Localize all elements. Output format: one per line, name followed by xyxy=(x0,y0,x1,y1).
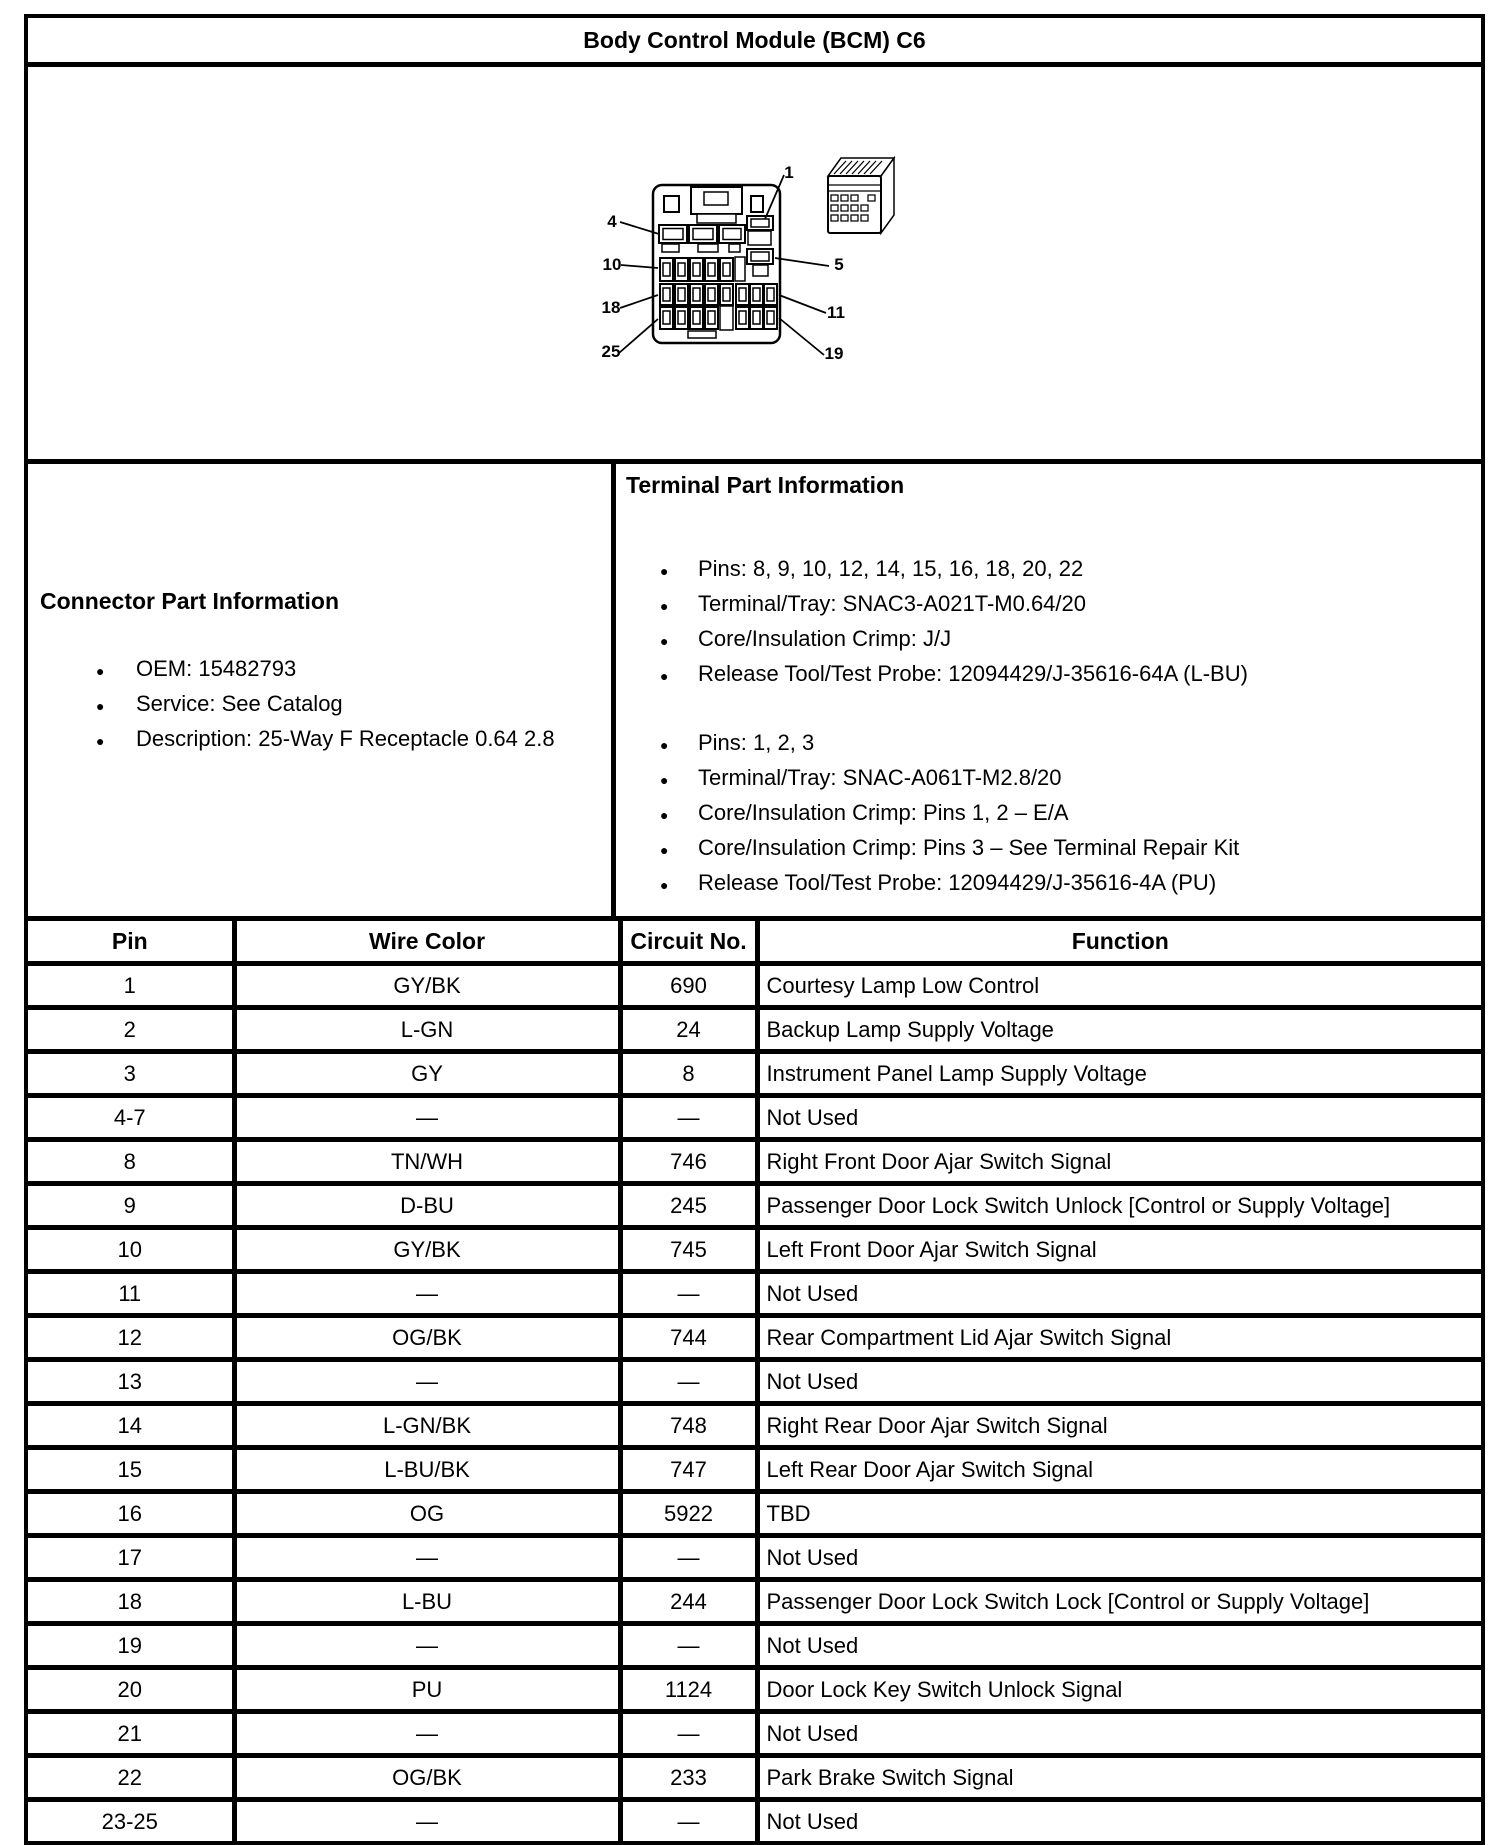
wire-color-cell: — xyxy=(234,1536,620,1580)
circuit-no-cell: — xyxy=(620,1624,757,1668)
table-row xyxy=(28,1712,1481,1756)
circuit-no-cell: 5922 xyxy=(620,1492,757,1536)
wire-color-cell: GY/BK xyxy=(234,964,620,1008)
table-row xyxy=(28,1536,1481,1580)
bullet-item xyxy=(626,656,1473,691)
wire-color-cell: OG/BK xyxy=(234,1756,620,1800)
table-row xyxy=(28,1096,1481,1140)
wire-color-cell: — xyxy=(234,1800,620,1842)
page-title: Body Control Module (BCM) C6 xyxy=(28,18,1481,67)
bullet-icon xyxy=(660,661,698,687)
bullet-icon xyxy=(660,765,698,791)
pin-cell: 22 xyxy=(28,1756,234,1800)
circuit-no-cell: 690 xyxy=(620,964,757,1008)
bullet-item xyxy=(626,830,1473,865)
pin-cell: 19 xyxy=(28,1624,234,1668)
bullet-icon xyxy=(660,870,698,896)
pin-cell: 12 xyxy=(28,1316,234,1360)
pin-cell: 4-7 xyxy=(28,1096,234,1140)
pin-cell: 23-25 xyxy=(28,1800,234,1842)
callout-label: 18 xyxy=(601,298,620,317)
function-cell: Left Front Door Ajar Switch Signal xyxy=(757,1228,1481,1272)
pin-cell: 11 xyxy=(28,1272,234,1316)
callout-label: 1 xyxy=(783,163,794,182)
function-cell: Not Used xyxy=(757,1360,1481,1404)
bullet-text: OEM: 15482793 xyxy=(136,655,297,681)
table-row xyxy=(28,1140,1481,1184)
pin-cell: 13 xyxy=(28,1360,234,1404)
function-cell: Right Front Door Ajar Switch Signal xyxy=(757,1140,1481,1184)
table-header-row xyxy=(28,921,1481,964)
circuit-no-cell: — xyxy=(620,1536,757,1580)
wire-color-cell: L-GN/BK xyxy=(234,1404,620,1448)
pin-cell: 15 xyxy=(28,1448,234,1492)
table-row xyxy=(28,1492,1481,1536)
col-header-circuit-no: Circuit No. xyxy=(620,921,757,964)
circuit-no-cell: 8 xyxy=(620,1052,757,1096)
function-cell: Courtesy Lamp Low Control xyxy=(757,964,1481,1008)
bullet-text: Terminal/Tray: SNAC3-A021T-M0.64/20 xyxy=(698,590,1086,616)
function-cell: Right Rear Door Ajar Switch Signal xyxy=(757,1404,1481,1448)
bullet-icon xyxy=(660,835,698,861)
pin-cell: 2 xyxy=(28,1008,234,1052)
callout-label: 11 xyxy=(826,303,845,322)
table-row xyxy=(28,1624,1481,1668)
circuit-no-cell: 245 xyxy=(620,1184,757,1228)
circuit-no-cell: 233 xyxy=(620,1756,757,1800)
bullet-icon xyxy=(660,626,698,652)
callout-label: 25 xyxy=(601,342,620,360)
connector-diagram-panel xyxy=(28,67,1481,464)
wire-color-cell: GY xyxy=(234,1052,620,1096)
wire-color-cell: — xyxy=(234,1360,620,1404)
function-cell: Park Brake Switch Signal xyxy=(757,1756,1481,1800)
circuit-no-cell: — xyxy=(620,1360,757,1404)
table-row xyxy=(28,1228,1481,1272)
function-cell: Not Used xyxy=(757,1536,1481,1580)
function-cell: Not Used xyxy=(757,1096,1481,1140)
bullet-text: Terminal/Tray: SNAC-A061T-M2.8/20 xyxy=(698,764,1062,790)
wire-color-cell: GY/BK xyxy=(234,1228,620,1272)
circuit-no-cell: — xyxy=(620,1272,757,1316)
bullet-icon xyxy=(96,691,136,717)
bullet-item xyxy=(40,686,603,721)
bullet-item xyxy=(626,586,1473,621)
callout-line xyxy=(779,318,824,355)
function-cell: TBD xyxy=(757,1492,1481,1536)
callout-line xyxy=(779,295,826,313)
bullet-item xyxy=(626,865,1473,900)
function-cell: Not Used xyxy=(757,1272,1481,1316)
wire-color-cell: OG/BK xyxy=(234,1316,620,1360)
table-row xyxy=(28,1668,1481,1712)
circuit-no-cell: — xyxy=(620,1096,757,1140)
connector-diagram xyxy=(600,145,910,360)
function-cell: Not Used xyxy=(757,1800,1481,1842)
wire-color-cell: — xyxy=(234,1272,620,1316)
terminal-info-heading: Terminal Part Information xyxy=(626,472,905,498)
bullet-icon xyxy=(96,726,136,752)
table-row xyxy=(28,1756,1481,1800)
bullet-item xyxy=(40,651,603,686)
wire-color-cell: D-BU xyxy=(234,1184,620,1228)
table-row xyxy=(28,1580,1481,1624)
function-cell: Rear Compartment Lid Ajar Switch Signal xyxy=(757,1316,1481,1360)
bullet-text: Release Tool/Test Probe: 12094429/J-35616-64A (L-BU) xyxy=(698,660,1248,686)
col-header-function: Function xyxy=(757,921,1481,964)
wire-color-cell: OG xyxy=(234,1492,620,1536)
pinout-table xyxy=(28,921,1481,1841)
function-cell: Passenger Door Lock Switch Lock [Control or Supply Voltage] xyxy=(757,1580,1481,1624)
table-row xyxy=(28,1448,1481,1492)
wire-color-cell: TN/WH xyxy=(234,1140,620,1184)
table-row xyxy=(28,1404,1481,1448)
terminal-bullet-group xyxy=(626,725,1473,900)
bullet-item xyxy=(626,795,1473,830)
function-cell: Left Rear Door Ajar Switch Signal xyxy=(757,1448,1481,1492)
callout-line xyxy=(775,258,829,266)
circuit-no-cell: 744 xyxy=(620,1316,757,1360)
circuit-no-cell: 1124 xyxy=(620,1668,757,1712)
function-cell: Door Lock Key Switch Unlock Signal xyxy=(757,1668,1481,1712)
bullet-icon xyxy=(96,656,136,682)
callout-label: 4 xyxy=(606,212,617,231)
connector-info-heading: Connector Part Information xyxy=(40,588,340,614)
connector-info-bullets xyxy=(40,651,603,756)
bullet-icon xyxy=(660,730,698,756)
circuit-no-cell: 747 xyxy=(620,1448,757,1492)
pin-cell: 16 xyxy=(28,1492,234,1536)
terminal-bullet-group xyxy=(626,551,1473,691)
callout-label: 10 xyxy=(602,255,621,274)
bullet-item xyxy=(626,725,1473,760)
bullet-text: Pins: 8, 9, 10, 12, 14, 15, 16, 18, 20, 22 xyxy=(698,555,1084,581)
wire-color-cell: — xyxy=(234,1712,620,1756)
connector-part-information xyxy=(28,464,616,916)
pin-cell: 8 xyxy=(28,1140,234,1184)
table-row xyxy=(28,1052,1481,1096)
pin-cell: 21 xyxy=(28,1712,234,1756)
function-cell: Not Used xyxy=(757,1712,1481,1756)
table-row xyxy=(28,1272,1481,1316)
part-information-section xyxy=(28,464,1481,921)
face-connector xyxy=(653,185,780,343)
table-row xyxy=(28,1008,1481,1052)
terminal-info-bullets xyxy=(626,551,1473,900)
function-cell: Backup Lamp Supply Voltage xyxy=(757,1008,1481,1052)
bullet-text: Pins: 1, 2, 3 xyxy=(698,729,815,755)
circuit-no-cell: 746 xyxy=(620,1140,757,1184)
function-cell: Passenger Door Lock Switch Unlock [Control or Supply Voltage] xyxy=(757,1184,1481,1228)
wire-color-cell: L-BU/BK xyxy=(234,1448,620,1492)
bullet-icon xyxy=(660,591,698,617)
circuit-no-cell: — xyxy=(620,1800,757,1842)
pin-cell: 10 xyxy=(28,1228,234,1272)
bullet-text: Service: See Catalog xyxy=(136,690,343,716)
table-row xyxy=(28,1360,1481,1404)
wire-color-cell: — xyxy=(234,1096,620,1140)
document-sheet xyxy=(24,14,1485,1845)
callout-label: 5 xyxy=(833,255,844,274)
table-row xyxy=(28,1184,1481,1228)
circuit-no-cell: 24 xyxy=(620,1008,757,1052)
bullet-item xyxy=(40,721,603,756)
pin-cell: 1 xyxy=(28,964,234,1008)
wire-color-cell: PU xyxy=(234,1668,620,1712)
pin-cell: 18 xyxy=(28,1580,234,1624)
circuit-no-cell: 745 xyxy=(620,1228,757,1272)
bullet-text: Description: 25-Way F Receptacle 0.64 2.8 xyxy=(136,725,555,751)
circuit-no-cell: 748 xyxy=(620,1404,757,1448)
pin-cell: 17 xyxy=(28,1536,234,1580)
terminal-part-information xyxy=(616,464,1481,916)
pin-cell: 9 xyxy=(28,1184,234,1228)
table-row xyxy=(28,1800,1481,1842)
bullet-icon xyxy=(660,800,698,826)
bullet-item xyxy=(626,551,1473,586)
circuit-no-cell: 244 xyxy=(620,1580,757,1624)
connector-3d-view xyxy=(828,158,894,233)
circuit-no-cell: — xyxy=(620,1712,757,1756)
wire-color-cell: L-BU xyxy=(234,1580,620,1624)
bullet-text: Core/Insulation Crimp: Pins 3 – See Terminal Repair Kit xyxy=(698,834,1240,860)
table-row xyxy=(28,964,1481,1008)
bullet-icon xyxy=(660,556,698,582)
bullet-text: Release Tool/Test Probe: 12094429/J-35616-4A (PU) xyxy=(698,869,1217,895)
col-header-pin: Pin xyxy=(28,921,234,964)
wire-color-cell: — xyxy=(234,1624,620,1668)
pin-cell: 20 xyxy=(28,1668,234,1712)
bullet-item xyxy=(626,760,1473,795)
function-cell: Not Used xyxy=(757,1624,1481,1668)
pin-cell: 3 xyxy=(28,1052,234,1096)
pin-cell: 14 xyxy=(28,1404,234,1448)
bullet-text: Core/Insulation Crimp: J/J xyxy=(698,625,952,651)
callout-label: 19 xyxy=(824,344,843,360)
table-row xyxy=(28,1316,1481,1360)
bullet-item xyxy=(626,621,1473,656)
col-header-wire-color: Wire Color xyxy=(234,921,620,964)
function-cell: Instrument Panel Lamp Supply Voltage xyxy=(757,1052,1481,1096)
wire-color-cell: L-GN xyxy=(234,1008,620,1052)
bullet-text: Core/Insulation Crimp: Pins 1, 2 – E/A xyxy=(698,799,1069,825)
